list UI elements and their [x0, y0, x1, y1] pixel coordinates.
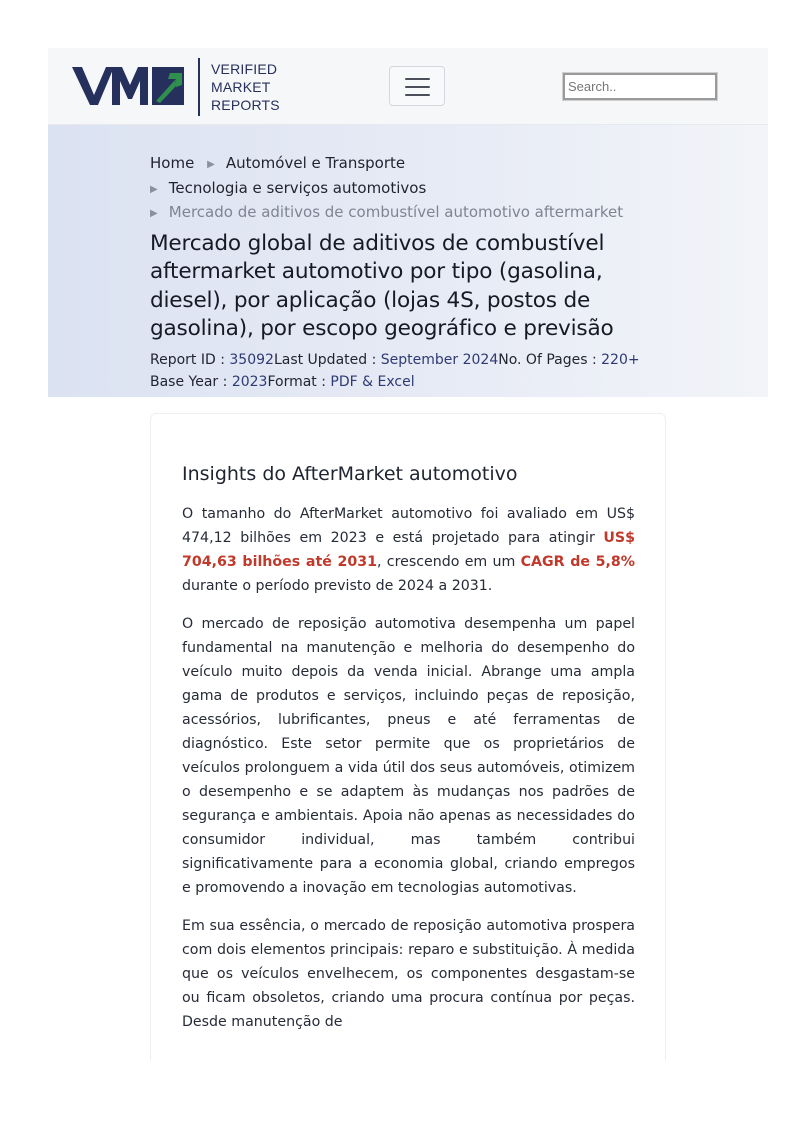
hamburger-icon	[405, 78, 430, 80]
logo-line: VERIFIED	[211, 61, 278, 77]
hamburger-icon	[405, 86, 430, 88]
paragraph-text: O tamanho do AfterMarket automotivo foi avaliado em US$ 474,12 bilhões em 2023 e está projetado para atingir	[182, 506, 635, 546]
breadcrumb-home-link[interactable]: Home	[150, 154, 195, 172]
logo-line: MARKET	[211, 79, 271, 95]
page-title: Mercado global de aditivos de combustível aftermarket automotivo por tipo (gasolina, diesel), por aplicação (lojas 4S, postos de gasolina), por escopo geográfico e previsão	[150, 231, 614, 341]
breadcrumb-category-link[interactable]: Automóvel e Transporte	[225, 154, 406, 172]
market-value-highlight: US$ 704,63 bilhões até 2031	[182, 530, 635, 570]
report-id-label: Report ID :	[150, 352, 230, 368]
insights-card	[150, 413, 666, 1060]
hamburger-icon	[405, 94, 430, 96]
report-hero	[48, 125, 768, 397]
breadcrumb	[150, 151, 710, 225]
logo[interactable]	[72, 58, 282, 116]
chevron-right-icon: ▶	[150, 183, 158, 195]
vmr-logo-mark-icon	[72, 67, 184, 105]
logo-text	[211, 60, 301, 114]
paragraph-text: , crescendo em um	[377, 554, 521, 570]
section-title: Insights do AfterMarket automotivo	[182, 463, 518, 485]
chevron-right-icon: ▶	[207, 159, 215, 170]
format-value: PDF & Excel	[330, 374, 415, 390]
pages-label: No. Of Pages :	[498, 352, 602, 368]
last-updated-value: September 2024	[380, 352, 499, 368]
cagr-highlight: CAGR de 5,8%	[520, 554, 636, 570]
site-header	[48, 48, 768, 125]
format-label: Format :	[267, 374, 331, 390]
base-year-label: Base Year :	[150, 374, 232, 390]
paragraph: O mercado de reposição automotiva desempenha um papel fundamental na manutenção e melhoria do desempenho do veículo muito depois da venda inicial. Abrange uma ampla gama de produtos e serviços, incluindo peças de reposição, acessórios, lubrificantes, pneus e até ferramentas de diagnóstico. Este setor permite que os proprietários de veículos prolonguem a vida útil dos seus automóveis, otimizem o desempenho e se adaptem às mudanças nos padrões de segurança e ambientais. Apoia não apenas as necessidades do consumidor individual, mas também contribui significativamente para a economia global, criando empregos e promovendo a inovação em tecnologias automotivas.	[182, 616, 635, 896]
logo-divider	[198, 58, 200, 116]
pages-value: 220+	[601, 352, 640, 368]
breadcrumb-subcategory-link[interactable]: Tecnologia e serviços automotivos	[168, 178, 427, 197]
menu-toggle-button[interactable]	[389, 66, 445, 106]
report-id-value: 35092	[229, 352, 274, 368]
search-input[interactable]	[563, 73, 717, 100]
chevron-right-icon: ▶	[150, 208, 158, 219]
base-year-value: 2023	[231, 374, 268, 390]
logo-line: REPORTS	[211, 97, 280, 113]
paragraph: Em sua essência, o mercado de reposição automotiva prospera com dois elementos principais: reparo e substituição. À medida que os veículos envelhecem, os componentes desgastam-se ou ficam obsoletos, criando uma procura contínua por peças. Desde manutenção de	[182, 918, 635, 1030]
breadcrumb-current: Mercado de aditivos de combustível automotivo aftermarket	[168, 203, 624, 221]
report-meta	[150, 349, 710, 393]
paragraph	[182, 502, 635, 598]
paragraph-text: durante o período previsto de 2024 a 2031.	[182, 578, 493, 594]
last-updated-label: Last Updated :	[273, 352, 381, 368]
